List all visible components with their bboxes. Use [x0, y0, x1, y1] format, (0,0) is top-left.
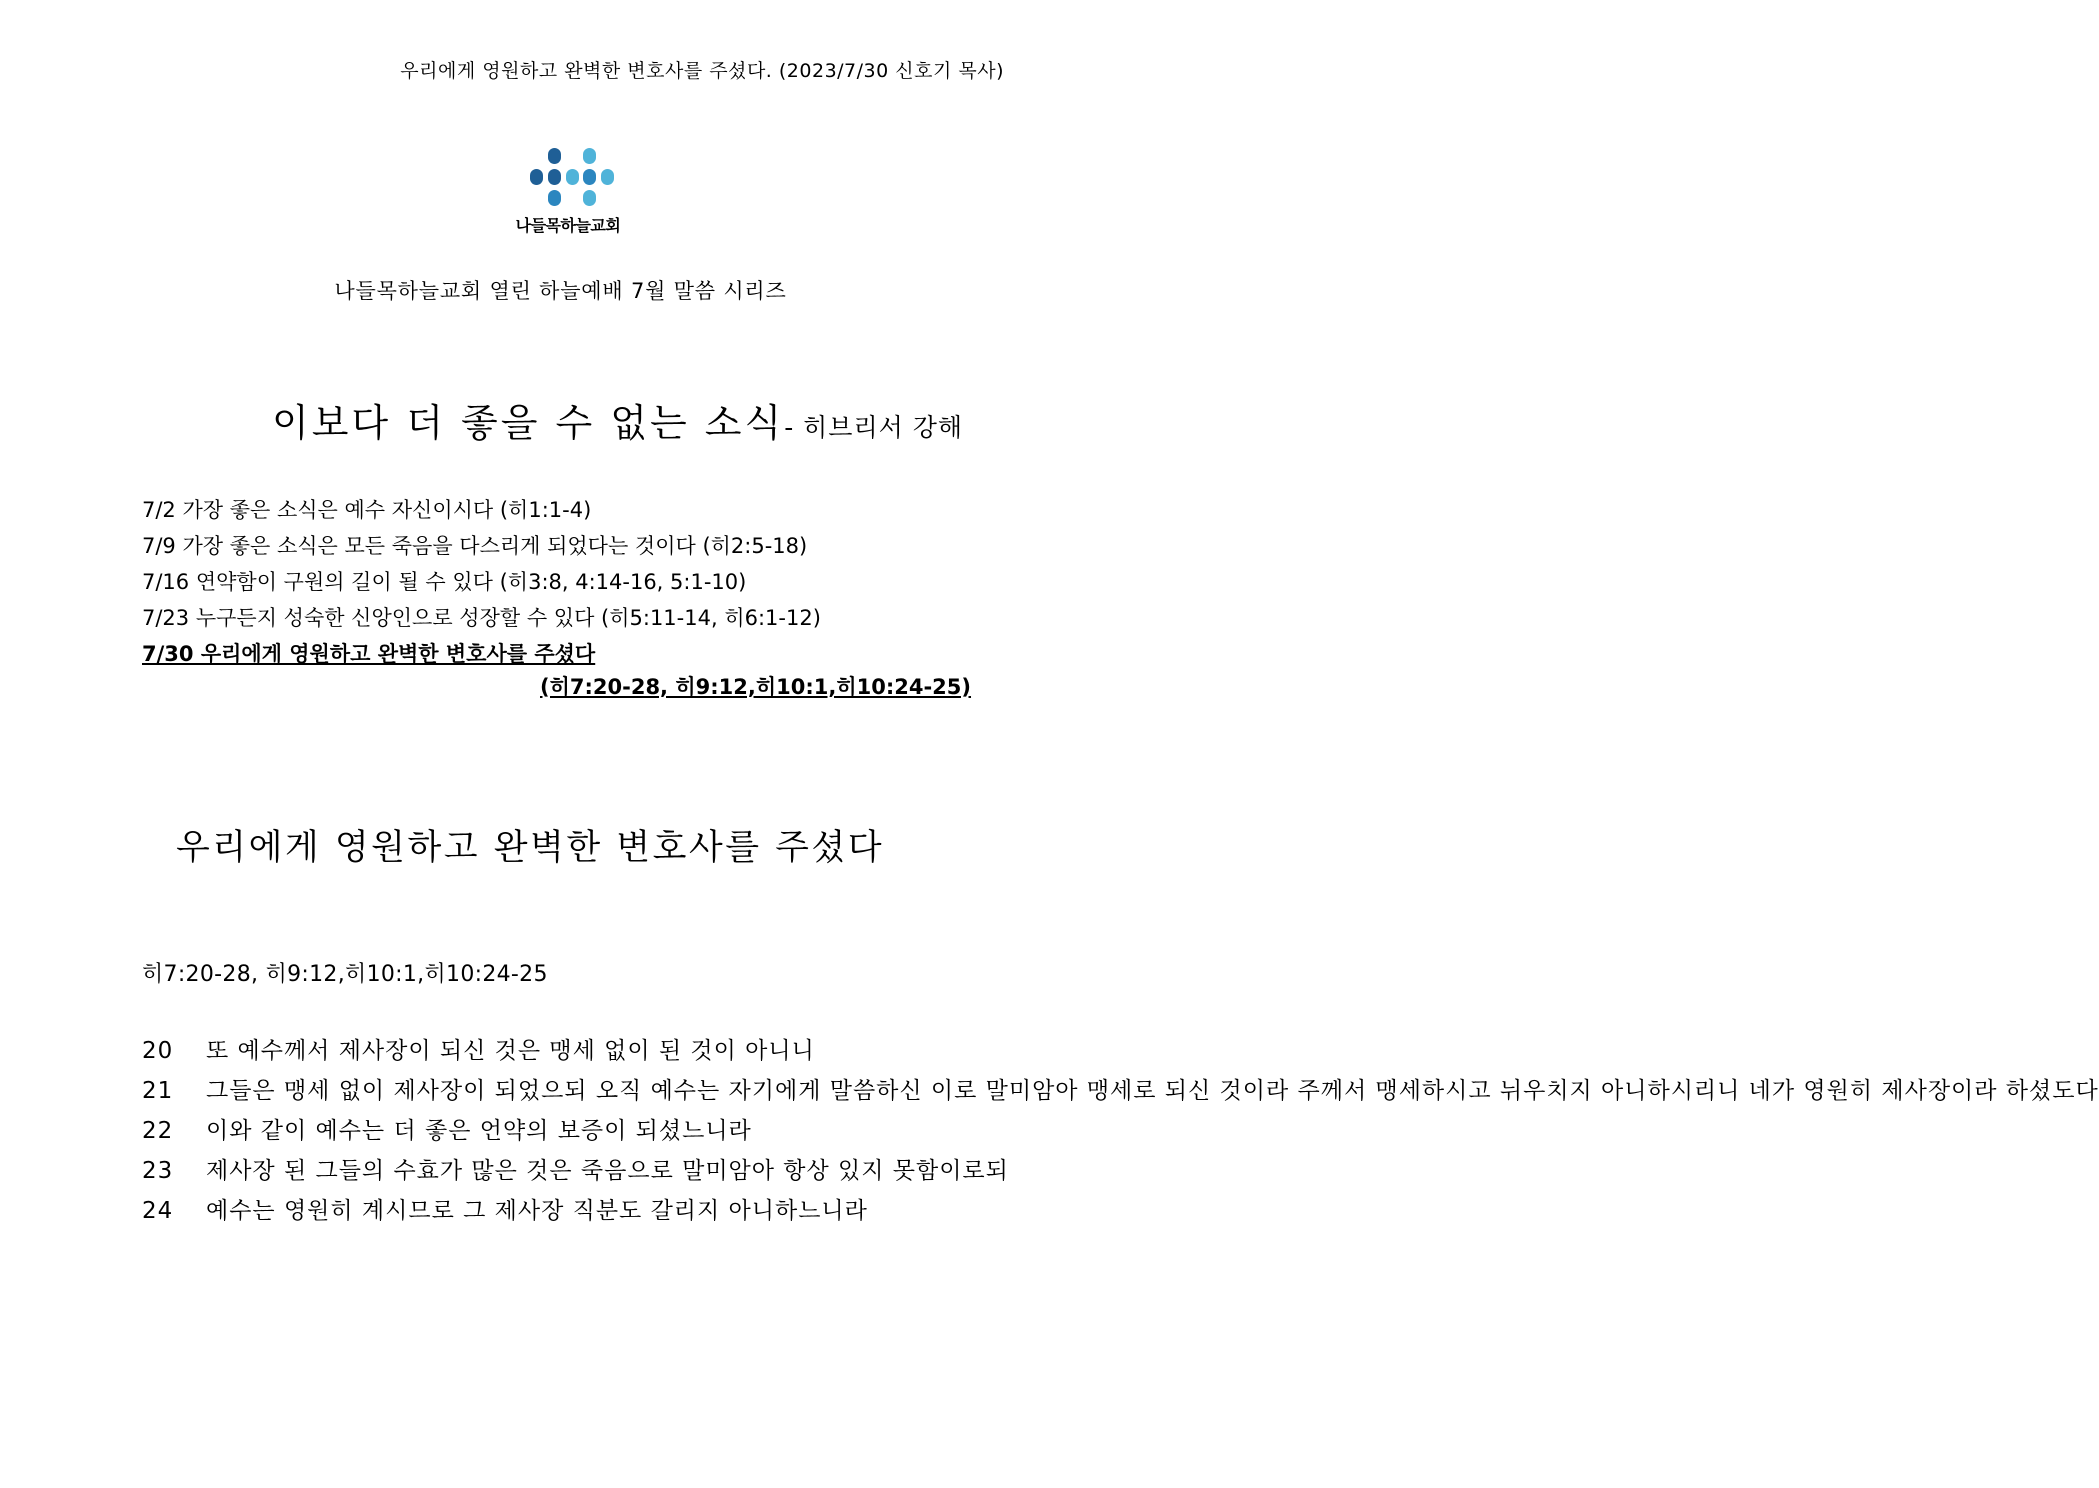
main-title-subtitle: - 히브리서 강해: [784, 413, 964, 442]
verse: [142, 1111, 1014, 1151]
verse: [142, 1031, 1014, 1071]
verse: [142, 1151, 1014, 1191]
verse-number: 22: [142, 1118, 174, 1144]
verse-number: 20: [142, 1038, 174, 1064]
verse-number: 24: [142, 1198, 174, 1224]
verse-number: 23: [142, 1158, 174, 1184]
verse-text: 이와 같이 예수는 더 좋은 언약의 보증이 되셨느니라: [206, 1118, 752, 1144]
series-title: 나들목하늘교회 열린 하늘예배 7월 말씀 시리즈: [334, 279, 787, 303]
verse-text: 또 예수께서 제사장이 되신 것은 맹세 없이 된 것이 아니니: [206, 1038, 815, 1064]
document-header-line: 우리에게 영원하고 완벽한 변호사를 주셨다. (2023/7/30 신호기 목사): [400, 60, 1004, 82]
verse-number: 21: [142, 1078, 174, 1104]
verse-text: 제사장 된 그들의 수효가 많은 것은 죽음으로 말미암아 항상 있지 못함이로되: [206, 1158, 1009, 1184]
sermon-list-item: 7/2 가장 좋은 소식은 예수 자신이시다 (히1:1-4): [142, 498, 592, 522]
church-logo-text: 나들목하늘교회: [515, 216, 621, 235]
sermon-list-item: 7/9 가장 좋은 소식은 모든 죽음을 다스리게 되었다는 것이다 (히2:5-18): [142, 534, 808, 558]
church-logo-icon: [528, 148, 618, 208]
verse-text: 그들은 맹세 없이 제사장이 되었으되 오직 예수는 자기에게 말씀하신 이로 말미암아 맹세로 되신 것이라 주께서 맹세하시고 뉘우치지 아니하시리니 네가 영원히 제사장이라 하셨도다: [206, 1078, 2099, 1104]
scripture-reference: 히7:20-28, 히9:12,히10:1,히10:24-25: [142, 962, 548, 987]
sermon-list-item: 7/23 누구든지 성숙한 신앙인으로 성장할 수 있다 (히5:11-14, 히6:1-12): [142, 606, 821, 630]
main-title: [272, 392, 963, 447]
sermon-list-item: 7/16 연약함이 구원의 길이 될 수 있다 (히3:8, 4:14-16, 5:1-10): [142, 570, 747, 594]
sermon-title: 우리에게 영원하고 완벽한 변호사를 주셨다: [176, 828, 885, 868]
scripture-verses: [142, 1031, 2099, 1231]
main-title-text: 이보다 더 좋을 수 없는 소식: [272, 401, 785, 445]
verse-text: 예수는 영원히 계시므로 그 제사장 직분도 갈리지 아니하느니라: [206, 1198, 868, 1224]
sermon-list: [142, 492, 821, 672]
sermon-list-current-item: 7/30 우리에게 영원하고 완벽한 변호사를 주셨다: [142, 642, 596, 666]
verse: [142, 1071, 2099, 1111]
sermon-list-current-reference: (히7:20-28, 히9:12,히10:1,히10:24-25): [540, 675, 972, 699]
verse: [142, 1191, 1014, 1231]
